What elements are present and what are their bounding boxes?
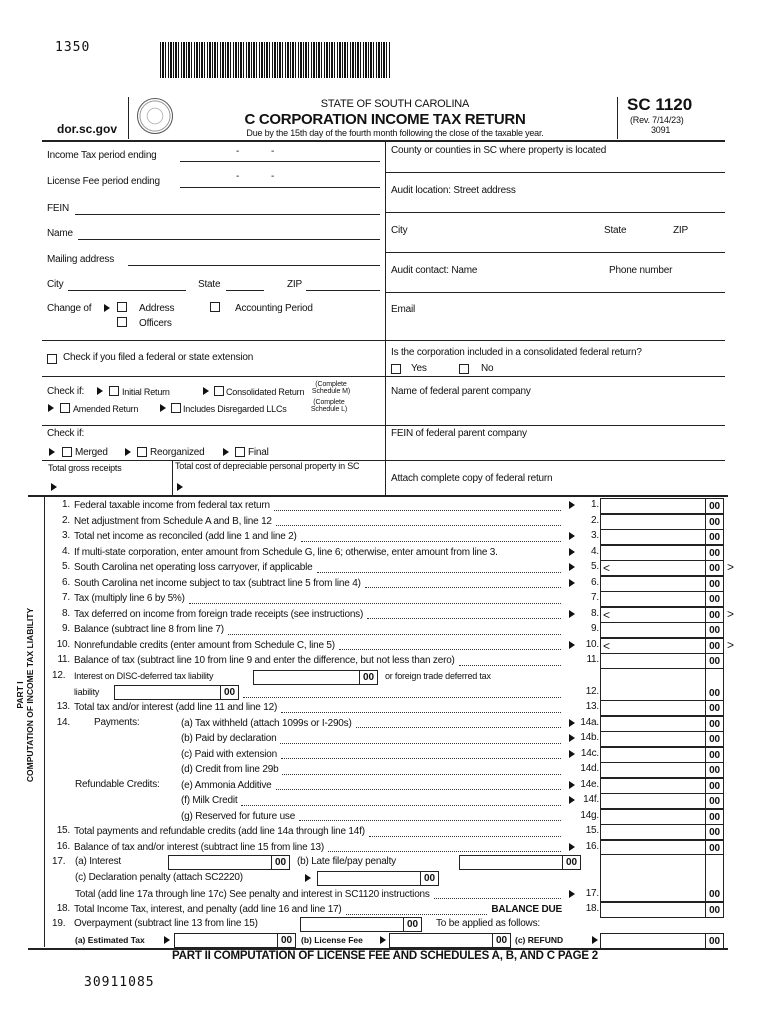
- line-ref: 7.: [591, 592, 599, 604]
- line-number: 14.: [56, 716, 70, 728]
- check-if-label: Check if:: [47, 428, 85, 439]
- line-12-amount-input[interactable]: 00: [600, 668, 724, 701]
- foreign-trade-liability-input[interactable]: 00: [114, 685, 239, 700]
- due-date-note: Due by the 15th day of the fourth month following the close of the taxable year.: [246, 128, 544, 138]
- line-amount-input[interactable]: [600, 545, 724, 561]
- line-text: Nonrefundable credits (enter amount from Schedule C, line 5): [74, 639, 335, 651]
- late-penalty-input[interactable]: 00: [459, 855, 581, 870]
- line-amount-input[interactable]: [600, 716, 724, 732]
- line-number: 8.: [62, 607, 70, 619]
- line-ref: 16.: [585, 840, 599, 852]
- bracket-open: <: [603, 561, 610, 576]
- cents-label: 00: [705, 608, 723, 622]
- accounting-period-checkbox[interactable]: [210, 302, 220, 312]
- line-text: Total (add line 17a through line 17c) See penalty and interest in SC1120 instructions: [75, 888, 430, 900]
- city-field[interactable]: [68, 290, 186, 291]
- line-row: [0, 731, 770, 746]
- name-field[interactable]: [78, 239, 380, 240]
- line-row: [0, 576, 770, 591]
- date-separator: -: [271, 146, 275, 157]
- gross-receipts-label: Total gross receipts: [48, 463, 122, 473]
- line-amount-input[interactable]: [600, 638, 724, 654]
- state-label: State: [198, 279, 221, 290]
- extension-label: Check if you filed a federal or state extension: [63, 352, 254, 363]
- arrow-icon: [97, 387, 103, 395]
- arrow-icon: [104, 304, 110, 312]
- cents-label: 00: [705, 639, 723, 653]
- line-amount-input[interactable]: [600, 747, 724, 763]
- line-number: 19.: [52, 918, 66, 929]
- initial-return-checkbox[interactable]: [109, 386, 119, 396]
- line-19-row: [0, 917, 770, 932]
- part-1-label: PART I COMPUTATION OF INCOME TAX LIABILITY: [15, 607, 35, 783]
- declaration-penalty-input[interactable]: 00: [317, 871, 439, 886]
- line-amount-input[interactable]: [600, 809, 724, 825]
- line-ref: 14d.: [580, 763, 599, 775]
- consolidated-no-checkbox[interactable]: [459, 364, 469, 374]
- bracket-close: >: [727, 560, 734, 575]
- arrow-icon: [164, 936, 170, 944]
- line-amount-input[interactable]: [600, 700, 724, 716]
- line-ref: 12.: [585, 686, 599, 697]
- form-id: SC 1120: [627, 95, 693, 114]
- line-row: [0, 638, 770, 653]
- cents-label: 00: [705, 779, 723, 793]
- mailing-address-field[interactable]: [128, 265, 380, 266]
- line-number: 2.: [62, 514, 70, 526]
- disregarded-llcs-label: Includes Disregarded LLCs: [183, 404, 287, 414]
- line-17-amount-input[interactable]: 00: [600, 854, 724, 902]
- cents-label: 00: [705, 561, 723, 575]
- zip-field[interactable]: [306, 290, 380, 291]
- cents-label: 00: [705, 748, 723, 762]
- attach-note: Attach complete copy of federal return: [391, 473, 553, 484]
- bracket-open: <: [603, 607, 610, 622]
- line-row: [0, 529, 770, 544]
- line-amount-input[interactable]: [600, 560, 724, 576]
- line-ref: 18.: [585, 903, 599, 915]
- phone-label: Phone number: [609, 265, 673, 276]
- date-separator: -: [236, 171, 240, 182]
- line-text: Total net income as reconciled (add line 1 and line 2): [74, 531, 297, 543]
- line-row: [0, 902, 770, 917]
- line-ref: 8.: [591, 607, 599, 619]
- line-text: Balance of tax (subtract line 10 from line 9 and enter the difference, but not less than zero): [74, 655, 455, 667]
- line-text: Total tax and/or interest (add line 11 and line 12): [74, 702, 278, 714]
- line-text: Interest on DISC-deferred tax liability: [74, 671, 214, 681]
- consolidated-return-label: Consolidated Return: [226, 387, 305, 397]
- state-field[interactable]: [226, 290, 264, 291]
- line-amount-input[interactable]: [600, 793, 724, 809]
- name-label: Name: [47, 228, 73, 239]
- line-text: Balance of tax and/or interest (subtract line 15 from line 13): [74, 841, 324, 853]
- line-amount-input[interactable]: [600, 514, 724, 530]
- arrow-icon: [49, 448, 55, 456]
- batch-code: 1350: [55, 40, 91, 55]
- address-checkbox[interactable]: [117, 302, 127, 312]
- final-label: Final: [248, 447, 269, 458]
- line-row: [0, 778, 770, 793]
- line-number: 13.: [56, 701, 70, 713]
- line-row: [0, 545, 770, 560]
- no-label: No: [481, 363, 494, 374]
- line-text: Net adjustment from Schedule A and B, line 12: [74, 515, 272, 527]
- parent-fein-label: FEIN of federal parent company: [391, 428, 527, 439]
- cents-label: 00: [705, 623, 723, 637]
- cents-label: 00: [705, 732, 723, 746]
- line-ref: 14f.: [583, 794, 599, 806]
- merged-checkbox[interactable]: [62, 447, 72, 457]
- line-ref: 4.: [591, 545, 599, 557]
- consolidated-return-checkbox[interactable]: [214, 386, 224, 396]
- line-amount-input[interactable]: [600, 653, 724, 669]
- overpayment-input[interactable]: 00: [300, 917, 422, 932]
- final-checkbox[interactable]: [235, 447, 245, 457]
- officers-label: Officers: [139, 318, 172, 329]
- cents-label: 00: [705, 903, 723, 917]
- cents-label: 00: [705, 499, 723, 513]
- depreciable-property-label: Total cost of depreciable personal property in SC: [175, 461, 360, 471]
- interest-input[interactable]: 00: [168, 855, 290, 870]
- depreciable-property-field-arrow-icon[interactable]: [177, 483, 183, 491]
- line-text: (a) Tax withheld (attach 1099s or I-290s): [181, 717, 352, 729]
- line-text: (d) Credit from line 29b: [181, 764, 279, 776]
- line-number: 6.: [62, 576, 70, 588]
- license-fee-input[interactable]: 00: [389, 933, 511, 948]
- line-number: 1.: [62, 499, 70, 510]
- cents-label: 00: [705, 577, 723, 591]
- bracket-close: >: [727, 606, 734, 621]
- line-number: 10.: [56, 638, 70, 650]
- line-ref: 13.: [585, 701, 599, 713]
- form-title: C CORPORATION INCOME TAX RETURN: [244, 111, 526, 128]
- line-row: [0, 622, 770, 637]
- email-label: Email: [391, 304, 416, 315]
- line-19-allocation-row: [0, 933, 770, 948]
- line-number: 9.: [62, 623, 70, 635]
- line-amount-input[interactable]: [600, 576, 724, 592]
- bracket-open: <: [603, 638, 610, 653]
- line-text: Tax deferred on income from foreign trade receipts (see instructions): [74, 608, 364, 620]
- city-label: City: [47, 279, 64, 290]
- line-text: (c) Declaration penalty (attach SC2220): [75, 872, 243, 883]
- line-group-label: Refundable Credits:: [75, 778, 160, 790]
- line-ref: 14b.: [580, 732, 599, 744]
- line-ref: 2.: [591, 514, 599, 526]
- line-ref: 1.: [591, 499, 599, 510]
- cents-label: 00: [705, 763, 723, 777]
- state-heading: STATE OF SOUTH CAROLINA: [320, 98, 470, 110]
- gross-receipts-field-arrow-icon[interactable]: [51, 483, 57, 491]
- line-row: [0, 793, 770, 808]
- income-tax-period-field[interactable]: [180, 161, 380, 162]
- line-row: [0, 809, 770, 824]
- cents-label: 00: [705, 530, 723, 544]
- line-text: or foreign trade deferred tax: [385, 671, 491, 681]
- initial-return-label: Initial Return: [122, 387, 170, 397]
- audit-city-label: City: [391, 225, 408, 236]
- arrow-icon: [48, 404, 54, 412]
- amended-return-label: Amended Return: [73, 404, 139, 414]
- line-amount-input[interactable]: [600, 902, 724, 918]
- line-row: [0, 747, 770, 762]
- line-number: 5.: [62, 561, 70, 573]
- line-row: [0, 716, 770, 731]
- date-separator: -: [271, 171, 275, 182]
- line-ref: 14c.: [580, 747, 599, 759]
- date-separator: -: [236, 146, 240, 157]
- line-text: Federal taxable income from federal tax return: [74, 500, 270, 511]
- line-row: [0, 700, 770, 715]
- line-group-label: Payments:: [94, 716, 140, 728]
- line-amount-input[interactable]: [600, 622, 724, 638]
- schedule-m-note: (Complete Schedule M): [311, 381, 351, 395]
- extension-checkbox[interactable]: [47, 354, 57, 364]
- line-ref: 15.: [585, 825, 599, 837]
- line-amount-input[interactable]: [600, 778, 724, 794]
- line-text: Tax (multiply line 6 by 5%): [74, 593, 185, 605]
- barcode: [160, 42, 390, 78]
- line-amount-input[interactable]: [600, 498, 724, 514]
- fein-label: FEIN: [47, 203, 69, 214]
- income-tax-period-label: Income Tax period ending: [47, 150, 157, 161]
- cents-label: 00: [705, 515, 723, 529]
- line-text: Total Income Tax, interest, and penalty (add line 16 and line 17): [74, 904, 342, 916]
- line-text: (a) Interest: [75, 856, 121, 867]
- balance-due-label: BALANCE DUE: [491, 904, 562, 916]
- revision: (Rev. 7/14/23): [630, 115, 684, 125]
- line-text: If multi-state corporation, enter amount from Schedule G, line 6; otherwise, enter amount from line 3.: [74, 546, 498, 558]
- website: dor.sc.gov: [57, 122, 118, 136]
- line-row: [0, 607, 770, 622]
- arrow-icon: [592, 936, 598, 944]
- line-ref: 9.: [591, 623, 599, 635]
- line-amount-input[interactable]: [600, 731, 724, 747]
- line-text: (g) Reserved for future use: [181, 810, 296, 822]
- license-fee-label: (b) License Fee: [301, 935, 363, 945]
- line-number: 4.: [62, 545, 70, 557]
- audit-zip-label: ZIP: [673, 225, 688, 236]
- line-text: Total payments and refundable credits (add line 14a through line 14f): [74, 826, 365, 838]
- arrow-icon: [160, 404, 166, 412]
- line-text: To be applied as follows:: [436, 918, 540, 929]
- line-amount-input[interactable]: [600, 824, 724, 840]
- county-label: County or counties in SC where property is located: [391, 145, 607, 156]
- cents-label: 00: [705, 794, 723, 808]
- zip-label: ZIP: [287, 279, 302, 290]
- check-if-label: Check if:: [47, 386, 85, 397]
- line-amount-input[interactable]: [600, 762, 724, 778]
- line-row: [0, 514, 770, 529]
- license-fee-period-label: License Fee period ending: [47, 176, 160, 187]
- cents-label: 00: [705, 592, 723, 606]
- line-row: [0, 824, 770, 839]
- disc-interest-input[interactable]: 00: [253, 670, 378, 685]
- arrow-icon: [380, 936, 386, 944]
- yes-label: Yes: [411, 363, 427, 374]
- line-amount-input[interactable]: [600, 591, 724, 607]
- line-row: [0, 653, 770, 668]
- line-ref: 6.: [591, 576, 599, 588]
- estimated-tax-label: (a) Estimated Tax: [75, 935, 145, 945]
- line-number: 12.: [52, 670, 66, 681]
- cents-label: 00: [705, 546, 723, 560]
- line-ref: 10.: [585, 638, 599, 650]
- form-number: 3091: [651, 125, 671, 135]
- line-number: 3.: [62, 530, 70, 542]
- line-text: Overpayment (subtract line 13 from line 15): [74, 918, 258, 929]
- mailing-address-label: Mailing address: [47, 254, 115, 265]
- cents-label: 00: [705, 810, 723, 824]
- parent-name-label: Name of federal parent company: [391, 386, 531, 397]
- line-ref: 5.: [591, 561, 599, 573]
- line-text: (b) Late file/pay penalty: [297, 856, 396, 867]
- reorganized-label: Reorganized: [150, 447, 205, 458]
- cents-label: 00: [705, 701, 723, 715]
- disregarded-llcs-checkbox[interactable]: [171, 403, 181, 413]
- refund-label: (c) REFUND: [515, 935, 564, 945]
- reorganized-checkbox[interactable]: [137, 447, 147, 457]
- line-number: 16.: [56, 840, 70, 852]
- schedule-l-note: (Complete Schedule L): [310, 399, 348, 413]
- fein-field[interactable]: [75, 214, 380, 215]
- line-text: (e) Ammonia Additive: [181, 779, 272, 791]
- change-of-label: Change of: [47, 303, 92, 314]
- line-amount-input[interactable]: [600, 607, 724, 623]
- consolidated-question: Is the corporation included in a consolidated federal return?: [391, 347, 642, 358]
- audit-state-label: State: [604, 225, 627, 236]
- line-number: 17.: [52, 856, 66, 867]
- line-text: (b) Paid by declaration: [181, 733, 277, 745]
- part-2-heading: PART II COMPUTATION OF LICENSE FEE AND SCHEDULES A, B, AND C PAGE 2: [172, 950, 598, 962]
- line-number: 7.: [62, 592, 70, 604]
- merged-label: Merged: [75, 447, 108, 458]
- line-ref: 14a.: [580, 716, 599, 728]
- line-text: (c) Paid with extension: [181, 748, 278, 760]
- line-text: liability: [74, 687, 100, 697]
- line-ref: 14e.: [580, 778, 599, 790]
- license-fee-period-field[interactable]: [180, 187, 380, 188]
- line-row: [0, 762, 770, 777]
- cents-label: 00: [705, 825, 723, 839]
- line-row: [0, 498, 770, 513]
- estimated-tax-input[interactable]: 00: [174, 933, 296, 948]
- line-ref: 17.: [585, 887, 599, 899]
- line-amount-input[interactable]: [600, 529, 724, 545]
- line-text: South Carolina net operating loss carryover, if applicable: [74, 562, 313, 574]
- officers-checkbox[interactable]: [117, 317, 127, 327]
- line-ref: 3.: [591, 530, 599, 542]
- consolidated-yes-checkbox[interactable]: [391, 364, 401, 374]
- amended-return-checkbox[interactable]: [60, 403, 70, 413]
- arrow-icon: [305, 874, 311, 882]
- line-row: [0, 591, 770, 606]
- line-text: South Carolina net income subject to tax (subtract line 5 from line 4): [74, 577, 361, 589]
- cents-label: 00: [705, 654, 723, 668]
- cents-label: 00: [705, 841, 723, 855]
- address-option-label: Address: [139, 303, 175, 314]
- arrow-icon: [203, 387, 209, 395]
- line-number: 18.: [56, 903, 70, 915]
- line-text: Balance (subtract line 8 from line 7): [74, 624, 224, 636]
- bracket-close: >: [727, 637, 734, 652]
- audit-location-label: Audit location: Street address: [391, 185, 516, 196]
- footer-code: 30911085: [84, 975, 155, 990]
- line-text: (f) Milk Credit: [181, 795, 238, 807]
- audit-contact-label: Audit contact: Name: [391, 265, 478, 276]
- line-number: 15.: [56, 825, 70, 837]
- line-ref: 11.: [586, 654, 599, 666]
- accounting-period-label: Accounting Period: [235, 303, 313, 314]
- cents-label: 00: [705, 717, 723, 731]
- arrow-icon: [223, 448, 229, 456]
- line-row: [0, 560, 770, 575]
- line-row: [0, 840, 770, 855]
- refund-input[interactable]: 00: [600, 933, 724, 949]
- line-ref: 14g.: [580, 809, 599, 821]
- line-number: 11.: [57, 654, 70, 666]
- arrow-icon: [125, 448, 131, 456]
